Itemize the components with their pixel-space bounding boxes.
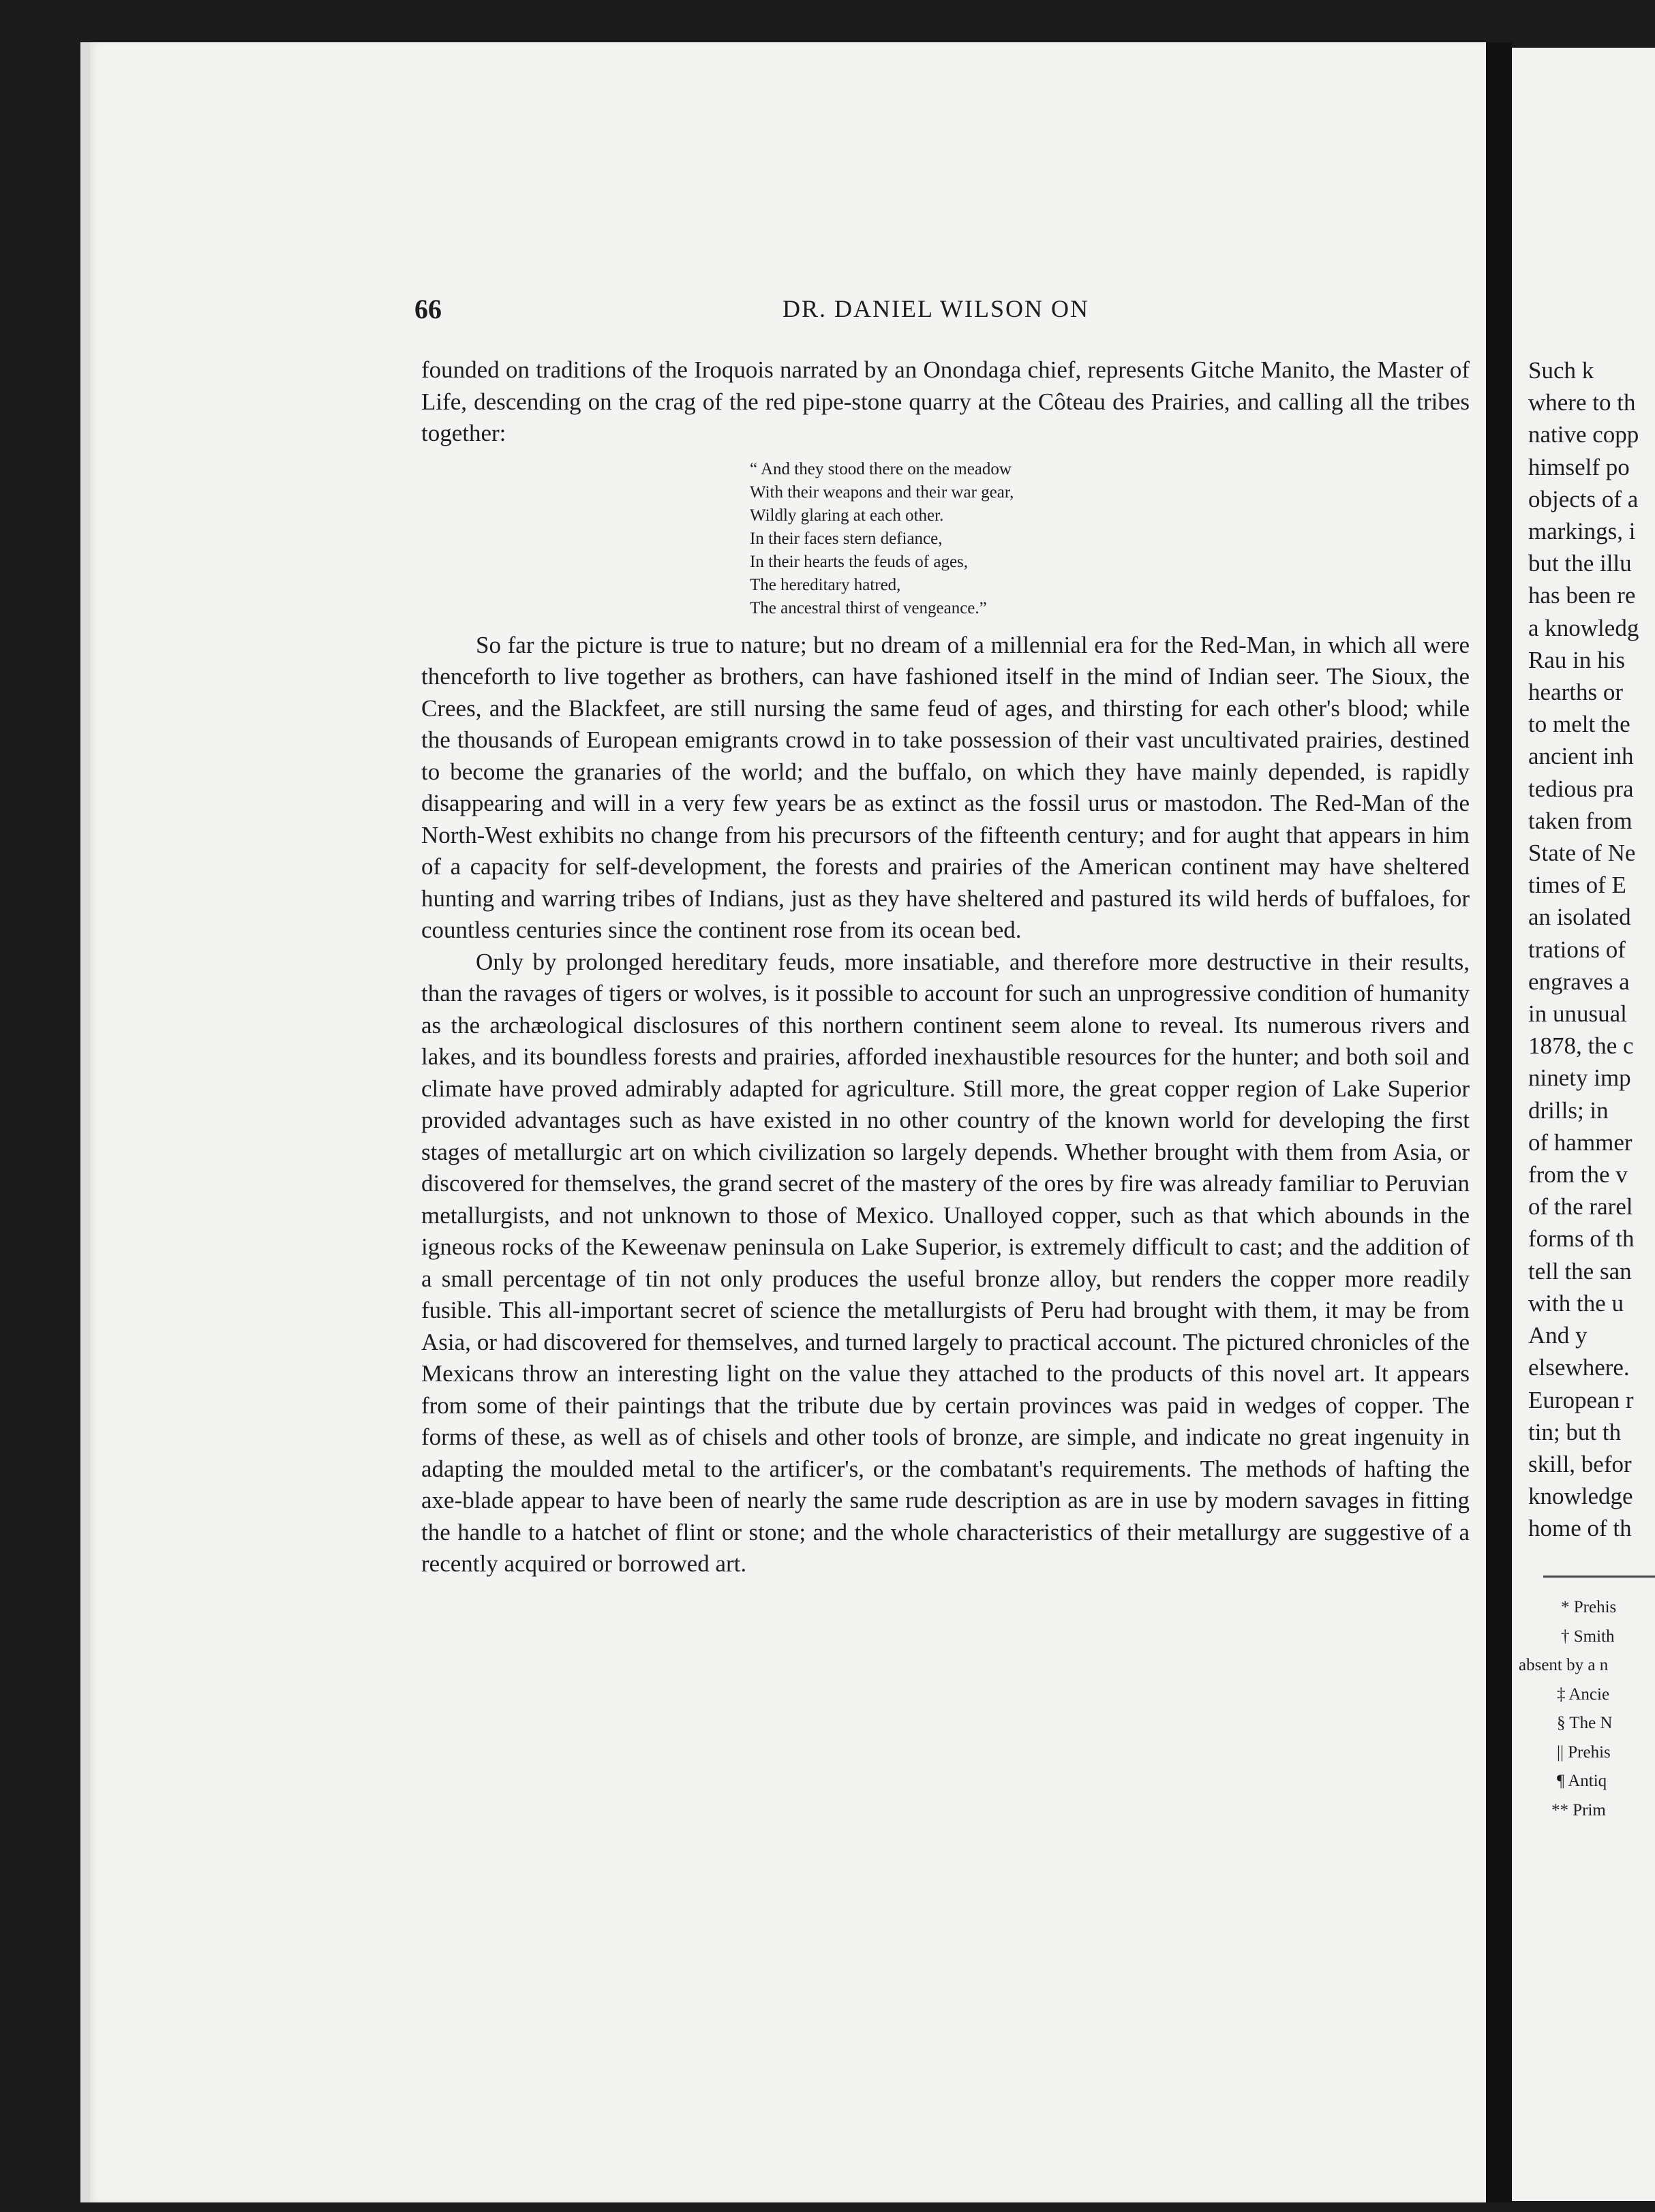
facing-page-line: forms of th [1528,1225,1635,1253]
facing-page-line: European r [1528,1386,1634,1413]
facing-page-line: Rau in his [1528,646,1625,673]
facing-page-line: Such k [1528,357,1594,384]
facing-page-line: ninety imp [1528,1064,1631,1092]
facing-page-line: objects of a [1528,485,1639,512]
footnote-rule [1543,1576,1655,1578]
facing-page-line: tedious pra [1528,775,1634,802]
facing-page-line: drills; in [1528,1096,1609,1124]
facing-page-line: taken from [1528,807,1633,834]
facing-page-line: to melt the [1528,711,1630,738]
running-title: DR. DANIEL WILSON ON [783,295,1089,322]
facing-page-footnotes [1519,1593,1655,1825]
page-number: 66 [414,294,442,324]
poem-line: “ And they stood there on the meadow [750,459,1012,478]
facing-page-footnote: absent by a n [1519,1656,1609,1674]
facing-page-text [1528,354,1655,1545]
facing-page-line: with the u [1528,1289,1624,1317]
main-text [421,354,1470,1580]
poem-line: In their faces stern defiance, [750,529,943,548]
facing-page-footnote: § The N [1557,1714,1613,1732]
poem-line: Wildly glaring at each other. [750,506,944,525]
facing-page-line: State of Ne [1528,840,1636,867]
facing-page-line: an isolated [1528,904,1631,931]
paragraph-1: founded on traditions of the Iroquois narrated by an Onondaga chief, represents Gitche Manito, the Master of Life, descending on the crag of the red pipe-stone quarry at the Côteau des Prairies, and calling all the tribes together: [421,356,1470,446]
poem-quotation [750,458,1470,620]
facing-page-line: himself po [1528,453,1630,480]
facing-page-line: a knowledg [1528,614,1639,641]
facing-page-line: engraves a [1528,968,1630,995]
facing-page-line: in unusual [1528,1000,1627,1028]
book-gutter [1486,42,1512,2202]
facing-page-line: native copp [1528,421,1639,448]
facing-page-line: 1878, the c [1528,1032,1634,1060]
facing-page-footnote: ** Prim [1551,1800,1606,1819]
right-page-fragment [1512,48,1655,2201]
paragraph-3: Only by prolonged hereditary feuds, more insatiable, and therefore more destructive in their results, than the ravages of tigers or wolves, is it possible to account for such an unprogressive condition of humanity as the archæological disclosures of this northern continent seem alone to reveal. Its numerous rivers and lakes, and its boundless forests and prairies, afforded inexhaustible resources for the hunter; and both soil and climate have proved admirably adapted for agriculture. Still more, the great copper region of Lake Superior provided advantages such as have existed in no other country of the known world for developing the first stages of metallurgic art on which civilization so largely depends. Whether brought with them from Asia, or discovered for themselves, the grand secret of the mastery of the ores by fire was already familiar to Peruvian metallurgists, and not unknown to those of Mexico. Unalloyed copper, such as that which abounds in the igneous rocks of the Keweenaw peninsula on Lake Superior, is extremely difficult to cast; and the addition of a small percentage of tin not only produces the useful bronze alloy, but renders the copper more readily fusible. This all-important secret of science the metallurgists of Peru had brought with them, it may be from Asia, or had discovered for themselves, and turned largely to practical account. The pictured chronicles of the Mexicans throw an interesting light on the value they attached to the products of this novel art. It appears from some of their paintings that the tribute due by certain provinces was paid in wedges of copper. The forms of these, as well as of chisels and other tools of bronze, are simple, and indicate no great ingenuity in adapting the moulded metal to the artificer's, or the combatant's requirements. The methods of hafting the axe-blade appear to have been of nearly the same rude description as are in use by modern savages in fitting the handle to a hatchet of flint or stone; and the whole characteristics of their metallurgy are suggestive of a recently acquired or borrowed art. [421,948,1470,1577]
facing-page-line: tin; but th [1528,1418,1622,1445]
facing-page-footnote: || Prehis [1557,1742,1611,1762]
facing-page-line: of hammer [1528,1128,1633,1156]
facing-page-line: trations of [1528,936,1626,963]
running-head [414,293,1471,334]
facing-page-footnote: ¶ Antiq [1557,1772,1607,1790]
poem-line: The ancestral thirst of vengeance.” [750,598,987,617]
facing-page-line: hearths or [1528,679,1623,706]
facing-page-line: tell the san [1528,1257,1632,1285]
facing-page-line: times of E [1528,872,1626,899]
facing-page-line: knowledge [1528,1483,1633,1510]
facing-page-line: ancient inh [1528,743,1634,770]
facing-page-footnote: * Prehis [1561,1598,1617,1616]
paragraph-2: So far the picture is true to nature; but no dream of a millennial era for the Red-Man, in which all were thenceforth to live together as brothers, can have fashioned itself in the mind of Indian seer. The Sioux, the Crees, and the Blackfeet, are still nursing the same feud of ages, and thirsting for each other's blood; while the thousands of European emigrants crowd in to take possession of their vast uncultivated prairies, destined to become the granaries of the world; and the buffalo, on which they have mainly depended, is rapidly disappearing and will in a very few years be as extinct as the fossil urus or mastodon. The Red-Man of the North-West exhibits no change from his precursors of the fifteenth century; and for aught that appears in him of a capacity for self-development, the forests and prairies of the American continent may have sheltered hunting and warring tribes of Indians, just as they have sheltered and pastured its wild herds of buffaloes, for countless centuries since the continent rose from its ocean bed. [421,631,1470,943]
facing-page-line: of the rarel [1528,1193,1633,1220]
facing-page-line: where to th [1528,389,1636,416]
facing-page-footnote: ‡ Ancie [1557,1685,1610,1704]
facing-page-line: markings, i [1528,518,1636,545]
facing-page-footnote: † Smith [1561,1627,1615,1646]
facing-page-line: elsewhere. [1528,1354,1630,1381]
facing-page-line: And y [1528,1322,1588,1349]
facing-page-line: skill, befor [1528,1450,1632,1477]
poem-line: In their hearts the feuds of ages, [750,552,969,571]
facing-page-line: but the illu [1528,550,1632,577]
facing-page-line: home of th [1528,1515,1632,1542]
poem-line: With their weapons and their war gear, [750,482,1014,502]
poem-line: The hereditary hatred, [750,575,901,594]
facing-page-line: has been re [1528,582,1636,609]
facing-page-line: from the v [1528,1161,1628,1188]
